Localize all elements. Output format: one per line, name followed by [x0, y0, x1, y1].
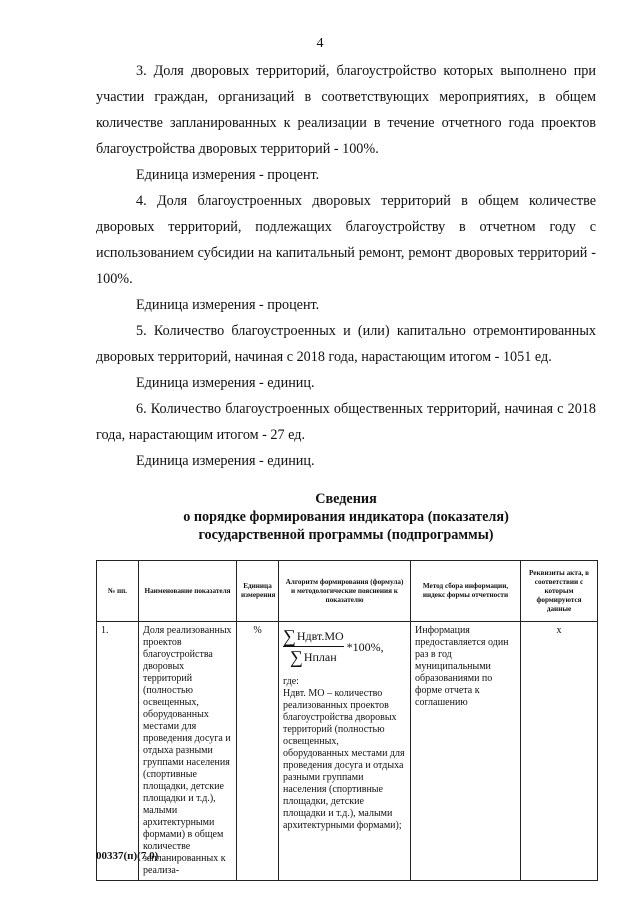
cell-act-requisites: x — [521, 622, 598, 881]
formula-denominator-text: Нплан — [303, 650, 337, 664]
header-number: № пп. — [97, 561, 139, 622]
header-act-requisites: Реквизиты акта, в соответствии с которым формируются данные — [521, 561, 598, 622]
header-indicator-name: Наименование показателя — [139, 561, 237, 622]
document-code: 00337(п)(7.0) — [96, 850, 159, 862]
unit-line-4: Единица измерения - процент. — [136, 297, 320, 313]
formula-explanation: Ндвт. МО – количество реализованных проектов благоустройства дворовых территорий (полностью освещенных, оборудованных местами для проведения досуга и отдыха разными группами населения (спортивные площадки, детские площадки и т.д.), малыми архитектурными формами); — [283, 688, 405, 831]
section-title — [96, 490, 596, 544]
unit-line-5: Единица измерения - единиц. — [136, 375, 315, 391]
header-unit: Единица измерения — [237, 561, 279, 622]
cell-collection-method: Информация предоставляется один раз в год муниципальными образованиями по форме отчета к соглашению — [411, 622, 521, 881]
paragraph-indicator-3: 3. Доля дворовых территорий, благоустройство которых выполнено при участии граждан, организаций в соответствующих мероприятиях, в общем количестве запланированных к реализации в течение отчетного года проектов благоустройства дворовых территорий - 100%. — [96, 63, 596, 157]
formula-suffix: *100%, — [346, 639, 384, 654]
formula — [283, 627, 406, 666]
cell-algorithm — [279, 622, 411, 881]
formula-where: где: — [283, 676, 299, 687]
paragraph-indicator-6: 6. Количество благоустроенных общественных территорий, начиная с 2018 года, нарастающим итогом - 27 ед. — [96, 401, 596, 443]
page-number: 4 — [316, 36, 324, 51]
body-text — [96, 58, 596, 474]
unit-line-3: Единица измерения - процент. — [136, 167, 320, 183]
table-row — [97, 622, 598, 881]
table-header-row — [97, 561, 598, 622]
section-title-line-1: Сведения — [315, 491, 377, 507]
cell-number: 1. — [97, 622, 139, 881]
cell-indicator-name: Доля реализованных проектов благоустройства дворовых территорий (полностью освещенных, оборудованных местами для проведения досуга и отдыха разными группами населения (спортивные площадки, детские площадки и т.д.), малыми архитектурными формами) в общем количестве запланированных к реализа- — [139, 622, 237, 881]
paragraph-indicator-4: 4. Доля благоустроенных дворовых территорий в общем количестве дворовых территорий, подлежащих благоустройству в отчетном году с использованием субсидии на капитальный ремонт, ремонт дворовых территорий - 100%. — [96, 193, 596, 287]
indicator-table — [96, 560, 598, 881]
unit-line-6: Единица измерения - единиц. — [136, 453, 315, 469]
sigma-symbol: ∑ — [283, 626, 296, 646]
formula-fraction — [283, 627, 344, 666]
header-collection-method: Метод сбора информации, индекс формы отчетности — [411, 561, 521, 622]
formula-numerator-text: Ндвт.МО — [296, 629, 344, 643]
header-algorithm: Алгоритм формирования (формула) и методологические пояснения к показателю — [279, 561, 411, 622]
section-title-line-3: государственной программы (подпрограммы) — [198, 527, 494, 543]
formula-numerator — [283, 627, 344, 645]
paragraph-indicator-5: 5. Количество благоустроенных и (или) капитально отремонтированных дворовых территорий, начиная с 2018 года, нарастающим итогом - 1051 ед. — [96, 323, 596, 365]
sigma-symbol: ∑ — [290, 647, 303, 667]
section-title-line-2: о порядке формирования индикатора (показателя) — [183, 509, 509, 525]
cell-unit: % — [237, 622, 279, 881]
formula-denominator — [290, 648, 337, 666]
